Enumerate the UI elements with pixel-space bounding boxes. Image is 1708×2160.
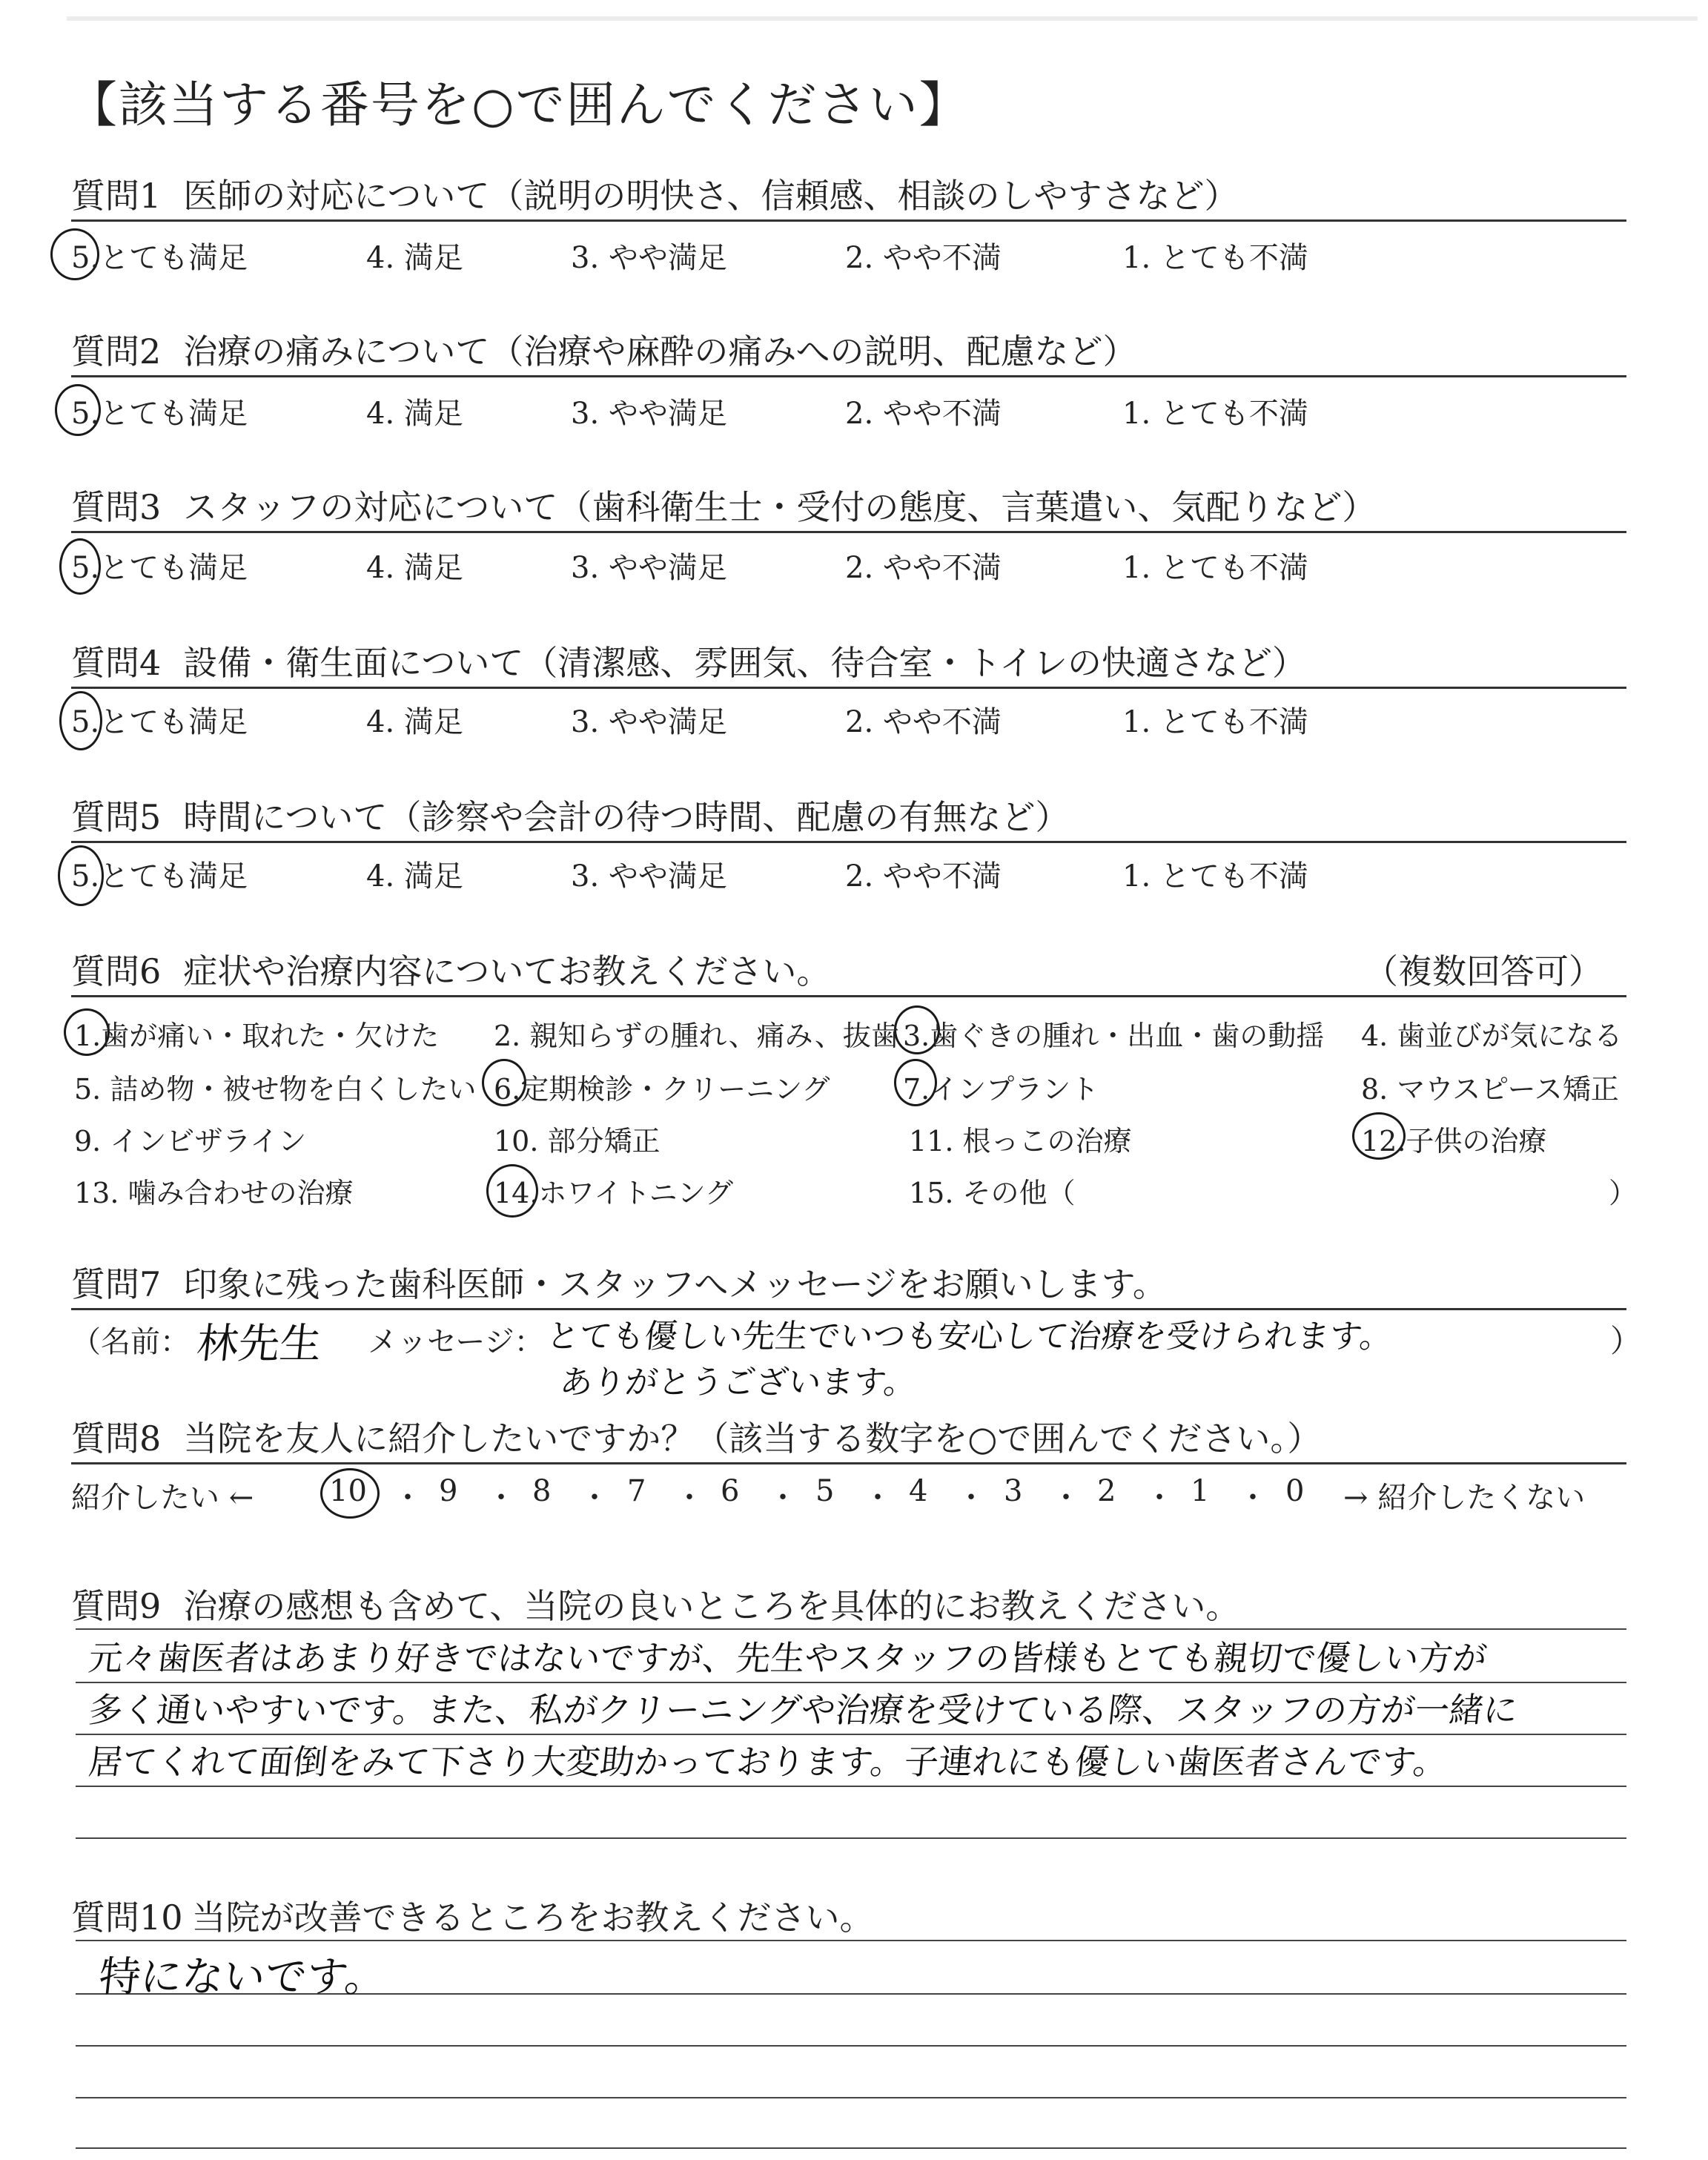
option-1[interactable]: 1. とても不満	[1122, 551, 1308, 585]
question-title: 質問6 症状や治療内容についてお教えください。	[71, 951, 831, 991]
option-1[interactable]: 1. とても不満	[1122, 397, 1308, 431]
answer-line	[76, 1940, 1626, 1941]
option-4[interactable]: 4. 満足	[366, 705, 463, 739]
scale-10[interactable]: 10	[329, 1474, 367, 1508]
scale-4[interactable]: 4	[909, 1474, 928, 1508]
scale-1[interactable]: 1	[1191, 1474, 1210, 1508]
question-title: 質問8 当院を友人に紹介したいですか？（該当する数字を○で囲んでください。）	[71, 1418, 1322, 1459]
multiple-answer-note: （複数回答可）	[1364, 951, 1603, 991]
divider	[71, 995, 1626, 997]
symptom-item-5[interactable]: 5. 詰め物・被せ物を白くしたい	[74, 1073, 477, 1106]
question-title: 質問9 治療の感想も含めて、当院の良いところを具体的にお教えください。	[71, 1586, 1240, 1626]
answer-line	[76, 1628, 1626, 1630]
scale-3[interactable]: 3	[1004, 1474, 1023, 1508]
option-2[interactable]: 2. やや不満	[845, 551, 1002, 585]
scale-dot: ・	[580, 1481, 609, 1515]
option-5[interactable]: 5.とても満足	[71, 705, 248, 739]
option-2[interactable]: 2. やや不満	[845, 859, 1002, 894]
option-3[interactable]: 3. やや満足	[571, 241, 727, 275]
symptom-item-6[interactable]: 6.定期検診・クリーニング	[494, 1073, 830, 1106]
answer-line	[76, 1837, 1626, 1839]
answer-text-line-1: 元々歯医者はあまり好きではないですが、先生やスタッフの皆様もとても親切で優しい方が	[86, 1638, 1489, 1678]
answer-text-line-2: 多く通いやすいです。また、私がクリーニングや治療を受けている際、スタッフの方が一緒に	[86, 1690, 1520, 1730]
scale-8[interactable]: 8	[532, 1474, 552, 1508]
option-5[interactable]: 5.とても満足	[71, 397, 248, 431]
scale-dot: ・	[675, 1481, 704, 1515]
divider	[71, 375, 1626, 377]
scale-6[interactable]: 6	[721, 1474, 740, 1508]
symptom-item-14[interactable]: 14.ホワイトニング	[494, 1177, 734, 1209]
divider	[71, 219, 1626, 222]
question-title: 質問5 時間について（診察や会計の待つ時間、配慮の有無など）	[71, 797, 1070, 837]
message-line-2: ありがとうございます。	[557, 1364, 918, 1401]
symptom-item-11[interactable]: 11. 根っこの治療	[909, 1125, 1132, 1157]
scale-dot: ・	[1051, 1481, 1081, 1515]
symptom-item-12[interactable]: 12.子供の治療	[1361, 1125, 1547, 1157]
answer-line	[76, 2097, 1626, 2098]
option-5[interactable]: 5.とても満足	[71, 859, 248, 894]
symptom-item-15[interactable]: 15. その他（	[909, 1177, 1076, 1209]
option-1[interactable]: 1. とても不満	[1122, 241, 1308, 275]
option-4[interactable]: 4. 満足	[366, 397, 463, 431]
answer-line	[76, 1786, 1626, 1787]
answer-text: 特にないです。	[96, 1953, 389, 2001]
staff-name-value: 林先生	[194, 1320, 324, 1368]
top-border	[67, 16, 1698, 21]
option-3[interactable]: 3. やや満足	[571, 397, 727, 431]
scale-2[interactable]: 2	[1097, 1474, 1116, 1508]
option-1[interactable]: 1. とても不満	[1122, 705, 1308, 739]
symptom-item-7[interactable]: 7.インプラント	[903, 1073, 1099, 1106]
option-5[interactable]: 5.とても満足	[71, 241, 248, 275]
symptom-item-3[interactable]: 3.歯ぐきの腫れ・出血・歯の動揺	[903, 1020, 1325, 1052]
recommend-right-label: → 紹介したくない	[1343, 1481, 1586, 1515]
scale-dot: ・	[863, 1481, 893, 1515]
divider	[71, 687, 1626, 689]
option-5[interactable]: 5.とても満足	[71, 551, 248, 585]
question-title: 質問3 スタッフの対応について（歯科衛生士・受付の態度、言葉遣い、気配りなど）	[71, 487, 1377, 527]
scale-dot: ・	[1238, 1481, 1268, 1515]
divider	[71, 841, 1626, 843]
option-3[interactable]: 3. やや満足	[571, 551, 727, 585]
question-title: 質問10 当院が改善できるところをお教えください。	[71, 1898, 874, 1938]
answer-text-line-3: 居てくれて面倒をみて下さり大変助かっております。子連れにも優しい歯医者さんです。	[86, 1742, 1450, 1782]
recommend-left-label: 紹介したい ←	[71, 1481, 254, 1515]
option-2[interactable]: 2. やや不満	[845, 705, 1002, 739]
question-title: 質問4 設備・衛生面について（清潔感、雰囲気、待合室・トイレの快適さなど）	[71, 643, 1307, 683]
scale-dot: ・	[956, 1481, 986, 1515]
symptom-item-10[interactable]: 10. 部分矯正	[494, 1125, 661, 1157]
scale-dot: ・	[486, 1481, 516, 1515]
divider	[71, 1462, 1626, 1464]
option-3[interactable]: 3. やや満足	[571, 859, 727, 894]
answer-line	[76, 2147, 1626, 2149]
symptom-item-13[interactable]: 13. 噛み合わせの治療	[74, 1177, 354, 1209]
scale-dot: ・	[1145, 1481, 1174, 1515]
symptom-item-9[interactable]: 9. インビザライン	[74, 1125, 307, 1157]
scale-9[interactable]: 9	[439, 1474, 458, 1508]
symptom-item-1[interactable]: 1.歯が痛い・取れた・欠けた	[74, 1020, 440, 1052]
scale-0[interactable]: 0	[1285, 1474, 1305, 1508]
option-2[interactable]: 2. やや不満	[845, 241, 1002, 275]
scale-dot: ・	[393, 1481, 423, 1515]
question-title: 質問7 印象に残った歯科医師・スタッフへメッセージをお願いします。	[71, 1264, 1167, 1304]
symptom-other-close: ）	[1609, 1177, 1638, 1209]
message-close-paren: ）	[1610, 1323, 1642, 1359]
option-4[interactable]: 4. 満足	[366, 551, 463, 585]
scale-7[interactable]: 7	[627, 1474, 646, 1508]
question-title: 質問2 治療の痛みについて（治療や麻酔の痛みへの説明、配慮など）	[71, 331, 1137, 371]
option-4[interactable]: 4. 満足	[366, 241, 463, 275]
name-label: （名前：	[71, 1325, 190, 1359]
message-label: メッセージ：	[368, 1325, 544, 1359]
symptom-item-2[interactable]: 2. 親知らずの腫れ、痛み、抜歯	[494, 1020, 899, 1052]
symptom-item-4[interactable]: 4. 歯並びが気になる	[1361, 1020, 1623, 1052]
page-title: 【該当する番号を○で囲んでください】	[68, 76, 970, 133]
option-4[interactable]: 4. 満足	[366, 859, 463, 894]
scale-dot: ・	[768, 1481, 798, 1515]
message-line-1: とても優しい先生でいつも安心して治療を受けられます。	[544, 1318, 1394, 1355]
symptom-item-8[interactable]: 8. マウスピース矯正	[1361, 1073, 1619, 1106]
answer-line	[76, 2045, 1626, 2047]
option-1[interactable]: 1. とても不満	[1122, 859, 1308, 894]
scale-5[interactable]: 5	[815, 1474, 835, 1508]
option-2[interactable]: 2. やや不満	[845, 397, 1002, 431]
option-3[interactable]: 3. やや満足	[571, 705, 727, 739]
divider	[71, 531, 1626, 533]
question-title: 質問1 医師の対応について（説明の明快さ、信頼感、相談のしやすさなど）	[71, 176, 1239, 216]
